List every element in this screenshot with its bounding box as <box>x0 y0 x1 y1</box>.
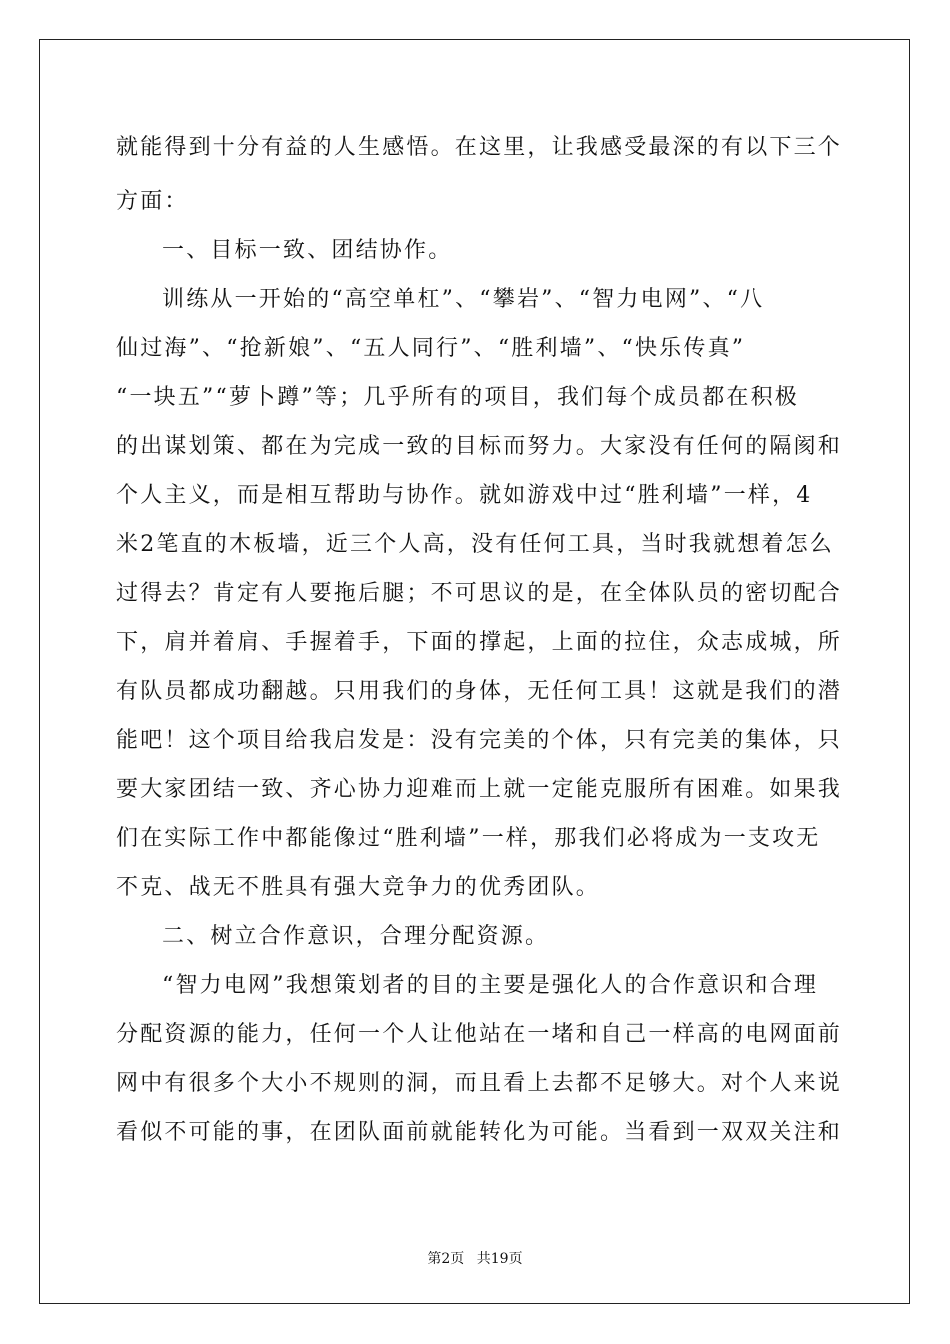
text-line: 不克、战无不胜具有强大竞争力的优秀团队。 <box>116 875 601 900</box>
text-line: 过得去？肯定有人要拖后腿；不可思议的是，在全体队员的密切配合 <box>116 581 843 606</box>
text-line: 要大家团结一致、齐心协力迎难而上就一定能克服所有困难。如果我 <box>116 777 843 802</box>
page-total: 共19页 <box>476 1251 523 1267</box>
text-line: 米2笔直的木板墙，近三个人高，没有任何工具，当时我就想着怎么 <box>116 532 834 557</box>
text-line: “一块五”“萝卜蹲”等；几乎所有的项目，我们每个成员都在积极 <box>116 385 799 410</box>
page-frame <box>39 39 910 1304</box>
text-line: 训练从一开始的“高空单杠”、“攀岩”、“智力电网”、“八 <box>162 287 765 312</box>
text-line: 分配资源的能力，任何一个人让他站在一堵和自己一样高的电网面前 <box>116 1022 843 1047</box>
page-number: 第2页 <box>427 1251 465 1267</box>
text-line: 方面： <box>116 189 189 214</box>
text-line: 有队员都成功翻越。只用我们的身体，无任何工具！这就是我们的潜 <box>116 679 843 704</box>
text-line: 个人主义，而是相互帮助与协作。就如游戏中过“胜利墙”一样，4 <box>116 483 813 508</box>
text-line: “智力电网”我想策划者的目的主要是强化人的合作意识和合理 <box>162 973 819 998</box>
section-heading: 一、目标一致、团结协作。 <box>162 238 453 263</box>
text-line: 们在实际工作中都能像过“胜利墙”一样，那我们必将成为一支攻无 <box>116 826 821 851</box>
text-line: 能吧！这个项目给我启发是：没有完美的个体，只有完美的集体，只 <box>116 728 843 753</box>
text-line: 就能得到十分有益的人生感悟。在这里，让我感受最深的有以下三个 <box>116 135 843 160</box>
page-footer <box>0 1248 950 1268</box>
text-line: 网中有很多个大小不规则的洞，而且看上去都不足够大。对个人来说 <box>116 1071 843 1096</box>
text-line: 仙过海”、“抢新娘”、“五人同行”、“胜利墙”、“快乐传真” <box>116 336 746 361</box>
text-line: 下，肩并着肩、手握着手，下面的撑起，上面的拉住，众志成城，所 <box>116 630 843 655</box>
section-heading: 二、树立合作意识，合理分配资源。 <box>162 924 550 949</box>
text-line: 看似不可能的事，在团队面前就能转化为可能。当看到一双双关注和 <box>116 1120 843 1145</box>
text-line: 的出谋划策、都在为完成一致的目标而努力。大家没有任何的隔阂和 <box>116 434 843 459</box>
